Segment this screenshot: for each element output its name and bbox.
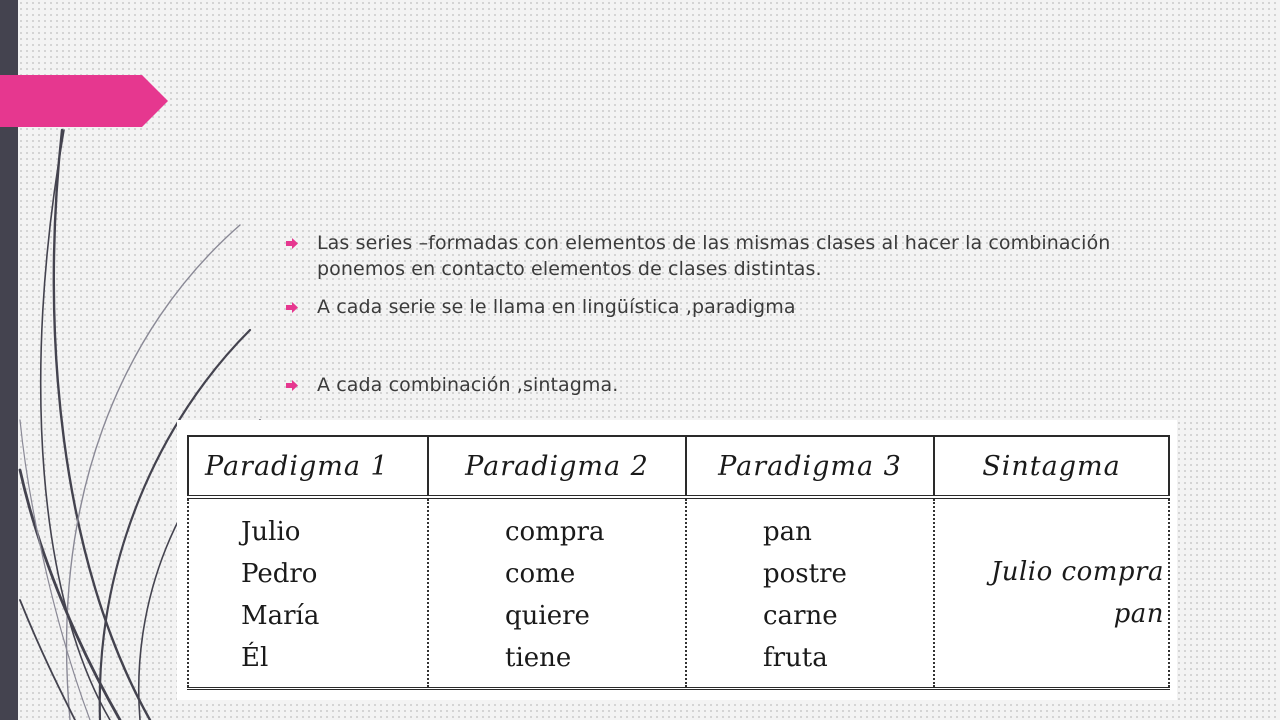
column-paradigma-1: [188, 497, 428, 689]
header-sintagma: Sintagma: [934, 436, 1169, 497]
sintagma-cell: Julio compra pan: [934, 497, 1169, 689]
column-paradigma-2: [428, 497, 686, 689]
word: compra: [505, 517, 605, 547]
paradigm-table: [187, 435, 1170, 690]
arrow-right-icon: [286, 302, 298, 313]
bullet-text: Las series –formadas con elementos de las mismas clases al hacer la combinación ponemos en contacto elementos de clases distintas.: [317, 232, 1111, 280]
word: tiene: [505, 643, 572, 673]
word: postre: [763, 559, 847, 589]
header-paradigma-1: Paradigma 1: [188, 436, 428, 497]
word: fruta: [763, 643, 828, 673]
word: quiere: [505, 601, 590, 631]
bullet-text: A cada serie se le llama en lingüística ,paradigma: [317, 296, 796, 318]
header-paradigma-3: Paradigma 3: [686, 436, 934, 497]
bullet-item: [286, 294, 1136, 320]
column-paradigma-3: [686, 497, 934, 689]
bullet-list: [286, 230, 1136, 398]
word: Él: [241, 643, 269, 673]
accent-tab: [0, 75, 168, 127]
header-paradigma-2: Paradigma 2: [428, 436, 686, 497]
paradigm-table-image: [177, 420, 1177, 700]
word: Julio: [241, 517, 301, 547]
curve-line: [20, 420, 90, 720]
bullet-item: [286, 230, 1136, 282]
table-row: [188, 497, 1169, 689]
word: carne: [763, 601, 838, 631]
word: María: [241, 601, 320, 631]
curve-line: [54, 130, 150, 720]
word: come: [505, 559, 576, 589]
word: Pedro: [241, 559, 318, 589]
curve-line: [20, 470, 120, 720]
table-header-row: [188, 436, 1169, 497]
word: pan: [763, 517, 812, 547]
arrow-right-icon: [286, 380, 298, 391]
bullet-item: [286, 372, 1136, 398]
bullet-text: A cada combinación ,sintagma.: [317, 374, 619, 396]
arrow-right-icon: [286, 238, 298, 249]
